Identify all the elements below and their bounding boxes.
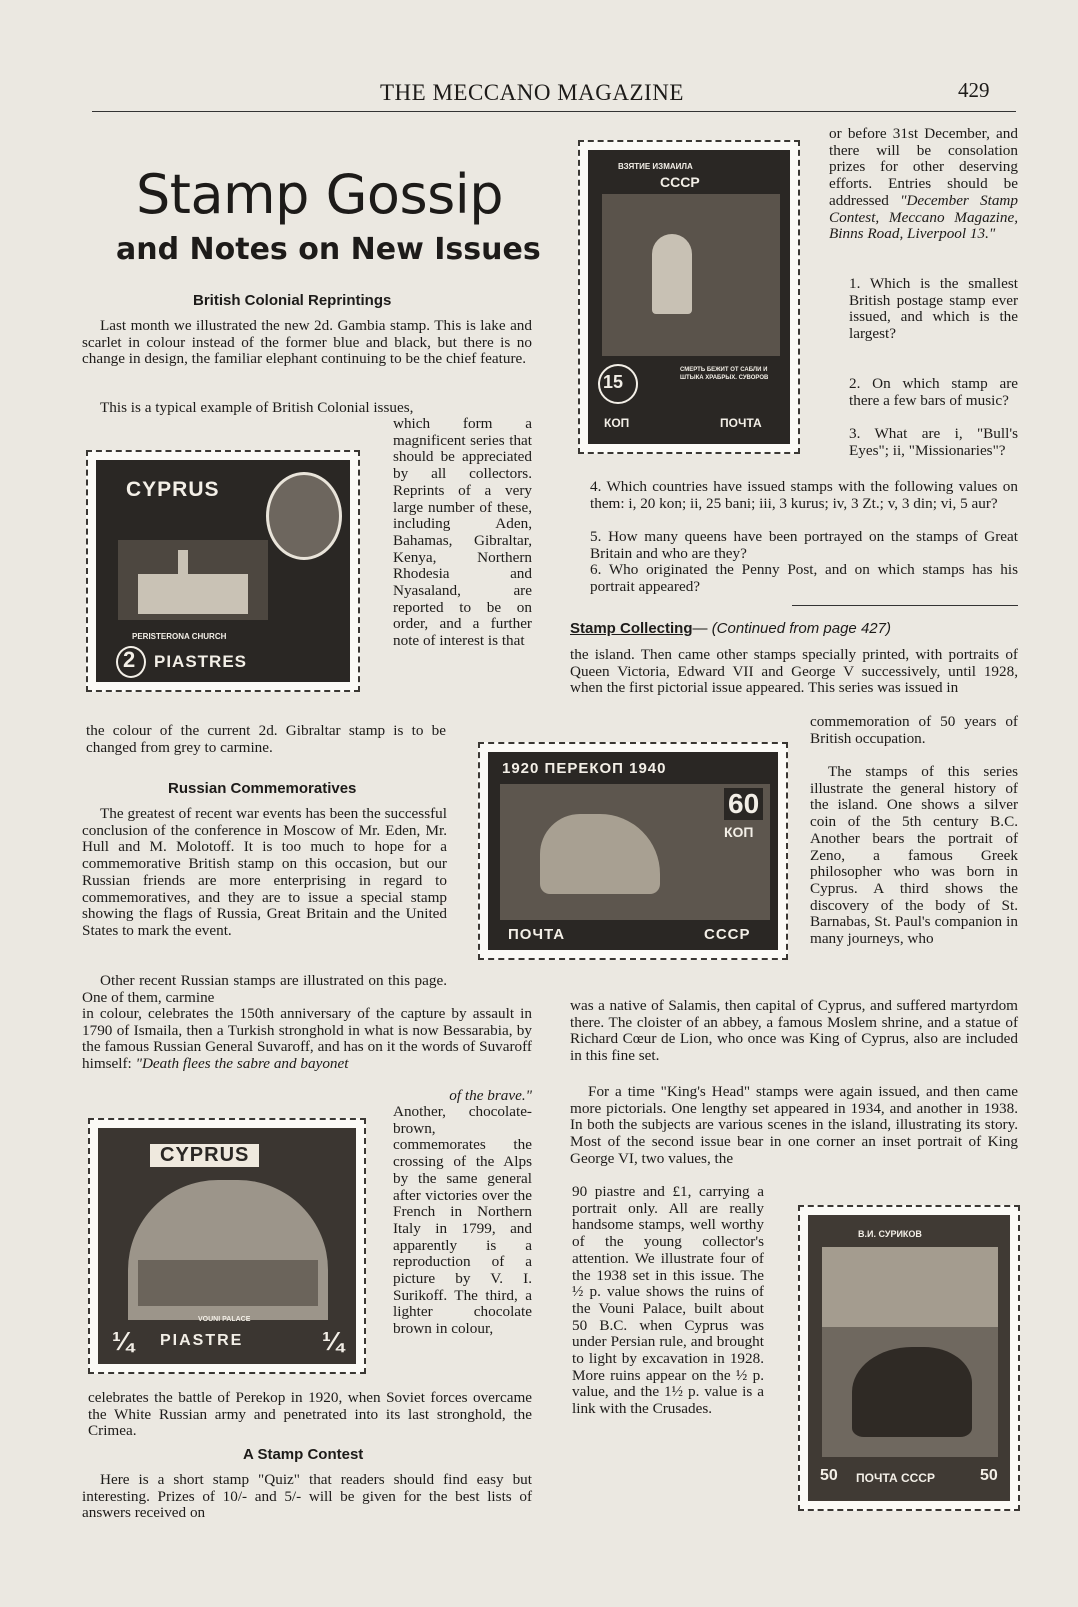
stamp-country: СССР xyxy=(660,174,700,190)
question-text: On which stamp are there a few bars of music? xyxy=(849,375,1018,409)
stamp-ussr-50-kop xyxy=(798,1205,1020,1511)
article-subtitle: and Notes on New Issues xyxy=(116,232,541,267)
british-colonial-paragraph-2b: which form a magnificent series that should be appreciated by all collectors. Reprints of a very large number of these, including Aden, Bahamas, Gibraltar, Kenya, Northern Rhodesia and Nyasaland, are reported to be on order, and a further note of interest is that xyxy=(393,415,532,650)
stamp-caption: VOUNI PALACE xyxy=(198,1316,251,1323)
running-head: THE MECCANO MAGAZINE xyxy=(380,80,684,105)
stamp-country: CYPRUS xyxy=(126,478,220,501)
stamp-collecting-paragraph-2: The stamps of this series illustrate the general history of the island. One shows a silver coin of the 5th century B.C. Another bears the portrait of Zeno, a famous Greek philosopher who was born in Cyprus. A third shows the discovery of the body of St. Barnabas, St. Paul's companion in many journeys, who xyxy=(810,763,1018,948)
british-colonial-paragraph-2c: the colour of the current 2d. Gibraltar stamp is to be changed from grey to carmine. xyxy=(86,722,446,756)
stamp-value-left: 50 xyxy=(820,1467,838,1484)
stamp-collecting-title: Stamp Collecting xyxy=(570,620,693,637)
stamp-collecting-paragraph-1a: the island. Then came other stamps specially printed, with portraits of Queen Victoria, Edward VII and George V successively, until 1928, when the first pictorial issue appeared. This series was issued in xyxy=(570,646,1018,697)
page-number: 429 xyxy=(958,78,990,102)
suvaroff-quote-end: of the brave." xyxy=(449,1087,532,1104)
question-text: Which is the smallest British postage stamp ever issued, and which is the largest? xyxy=(849,275,1018,343)
stamp-collecting-paragraph-3b: 90 piastre and £1, carrying a portrait only. All are really handsome stamps, well worthy of the young collector's attention. We illustrate four of the 1938 set in this issue. The ½ p. value shows the ruins of the Vouni Palace, built about 50 B.C. when Cyprus was under Persian rule, and brought to light by excavation in 1928. More ruins appear on the ½ p. value, and the 1½ p. value is a link with the Crusades. xyxy=(572,1183,764,1418)
quiz-question-2 xyxy=(849,376,1018,409)
quiz-question-6 xyxy=(590,562,1018,595)
alps-crossing-scene xyxy=(822,1247,998,1457)
question-text: How many queens have been portrayed on the stamps of Great Britain and who are they? xyxy=(590,528,1018,562)
quiz-question-4 xyxy=(590,479,1018,512)
stamp-country: CYPRUS xyxy=(150,1144,259,1167)
stamp-unit: PIASTRE xyxy=(160,1332,244,1349)
quiz-question-3 xyxy=(849,426,1018,459)
question-text: Which countries have issued stamps with the following values on them: i, 20 kon; ii, 25 bani; iii, 3 kurus; iv, 3 Zt.; v, 3 din; vi, 5 aur? xyxy=(590,478,1018,512)
stamp-ussr-15-kop xyxy=(578,140,800,454)
stamp-value: 60 xyxy=(724,788,763,820)
stamp-bottom-right: СССР xyxy=(704,926,751,943)
stamp-cyprus-2-piastres xyxy=(86,450,360,692)
british-colonial-paragraph-1: Last month we illustrated the new 2d. Gambia stamp. This is lake and scarlet in colour instead of the former blue and black, but there is no change in design, the familiar elephant continuing to be the chief feature. xyxy=(82,317,532,368)
question-text: What are i, "Bull's Eyes"; ii, "Missionaries"? xyxy=(849,425,1018,459)
stamp-bottom-text: ПОЧТА СССР xyxy=(856,1471,935,1485)
russian-paragraph-3b: celebrates the battle of Perekop in 1920, when Soviet forces overcame the White Russian army and penetrated into its last stronghold, the Crimea. xyxy=(88,1389,532,1440)
russian-paragraph-3: Another, chocolate-brown, commemorates the crossing of the Alps by the same general after victories over the French in Northern Italy in 1799, and apparently is a reproduction of a picture by V. I. Surikoff. The third, a lighter chocolate brown in colour, xyxy=(393,1103,532,1338)
russian-paragraph-2a: Other recent Russian stamps are illustrated on this page. One of them, carmine xyxy=(82,972,447,1006)
stamp-caption: PERISTERONA CHURCH xyxy=(132,632,227,641)
stamp-value-right: ¼ xyxy=(322,1326,344,1356)
question-number: 1. xyxy=(849,275,861,292)
stamp-top-text: ВЗЯТИЕ ИЗМАИЛА xyxy=(618,162,693,171)
contest-paragraph-1: Here is a short stamp "Quiz" that readers should find easy but interesting. Prizes of 10/- and 5/- will be given for the best lists of answers received on xyxy=(82,1471,532,1522)
question-number: 3. xyxy=(849,425,861,442)
king-portrait-icon xyxy=(266,472,342,560)
question-number: 5. xyxy=(590,528,602,545)
question-number: 2. xyxy=(849,375,861,392)
stamp-bottom-left: КОП xyxy=(604,416,630,430)
continued-note: (Continued from page 427) xyxy=(711,620,891,637)
stamp-ussr-60-kop xyxy=(478,742,788,960)
stamp-collecting-paragraph-3: For a time "King's Head" stamps were again issued, and then came more pictorials. One lengthy set appeared in 1934, and another in 1938. In both the subjects are various scenes in the island, illustrating its story. Most of the second issue bear in one corner an inset portrait of King George VI, two values, the xyxy=(570,1083,1018,1167)
battle-scene xyxy=(602,194,780,356)
heading-british-colonial: British Colonial Reprintings xyxy=(193,292,392,309)
stamp-unit: КОП xyxy=(724,824,754,840)
stamp-value: 15 xyxy=(603,372,624,392)
header-rule xyxy=(92,111,1016,112)
suvaroff-quote: "Death flees the sabre and bayonet xyxy=(135,1055,349,1073)
stamp-value-left: ¼ xyxy=(112,1326,134,1356)
stamp-collecting-paragraph-2b: was a native of Salamis, then capital of Cyprus, and suffered martyrdom there. The cloister of an abbey, a famous Moslem shrine, and a statue of Richard Cœur de Lion, who once was King of Cyprus, also are included in this fine set. xyxy=(570,997,1018,1065)
stamp-value-right: 50 xyxy=(980,1467,998,1484)
heading-russian-commemoratives: Russian Commemoratives xyxy=(168,780,357,797)
stamp-collecting-paragraph-1b: commemoration of 50 years of British occupation. xyxy=(810,713,1018,747)
question-text: Who originated the Penny Post, and on which stamps has his portrait appeared? xyxy=(590,561,1018,595)
quiz-question-1 xyxy=(849,276,1018,343)
stamp-collecting-heading: Stamp Collecting— (Continued from page 427) xyxy=(570,620,891,637)
contest-paragraph-2-text: or before 31st December, and there will be consolation prizes for other deserving efforts. Entries should be addressed xyxy=(829,125,1018,209)
russian-paragraph-2b-text: in colour, celebrates the 150th anniversary of the capture by assault in 1790 of Ismaila, then a Turkish stronghold in what is now Bessarabia, by the famous Russian General Suvaroff, and has on it the words of Suvaroff himself: xyxy=(82,1005,532,1073)
russian-paragraph-2b xyxy=(82,1006,532,1073)
question-number: 6. xyxy=(590,561,602,578)
russian-paragraph-1: The greatest of recent war events has been the successful conclusion of the conference in Moscow of Mr. Eden, Mr. Hull and M. Molotoff. It is too much to hope for a commemorative British stamp on this occasion, but our Russian friends are more enterprising in regard to commemoratives, and they are to issue a special stamp showing the flags of Russia, Great Britain and the United States to mark the event. xyxy=(82,805,447,939)
heading-stamp-contest: A Stamp Contest xyxy=(243,1446,364,1463)
stamp-top-text: В.И. СУРИКОВ xyxy=(858,1229,922,1239)
palace-arch-scene xyxy=(128,1180,328,1320)
quiz-question-5 xyxy=(590,529,1018,562)
stamp-top-text: 1920 ПЕРЕКОП 1940 xyxy=(502,760,667,777)
article-title: Stamp Gossip xyxy=(136,163,504,226)
contest-address: "December Stamp Contest, Meccano Magazine, Binns Road, Liverpool 13." xyxy=(829,191,1018,243)
stamp-cyprus-quarter-piastre xyxy=(88,1118,366,1374)
stamp-bottom-right: ПОЧТА xyxy=(720,416,762,430)
church-scene xyxy=(118,540,268,620)
stamp-bottom-left: ПОЧТА xyxy=(508,926,566,943)
stamp-unit: PIASTRES xyxy=(154,652,248,671)
stamp-motto: СМЕРТЬ БЕЖИТ ОТ САБЛИ И ШТЫКА ХРАБРЫХ. СУВОРОВ xyxy=(680,367,769,381)
contest-paragraph-2 xyxy=(829,126,1018,243)
stamp-value: 2 xyxy=(123,647,136,672)
british-colonial-paragraph-2a: This is a typical example of British Colonial issues, xyxy=(100,399,414,416)
section-divider xyxy=(792,605,1018,606)
question-number: 4. xyxy=(590,478,602,495)
